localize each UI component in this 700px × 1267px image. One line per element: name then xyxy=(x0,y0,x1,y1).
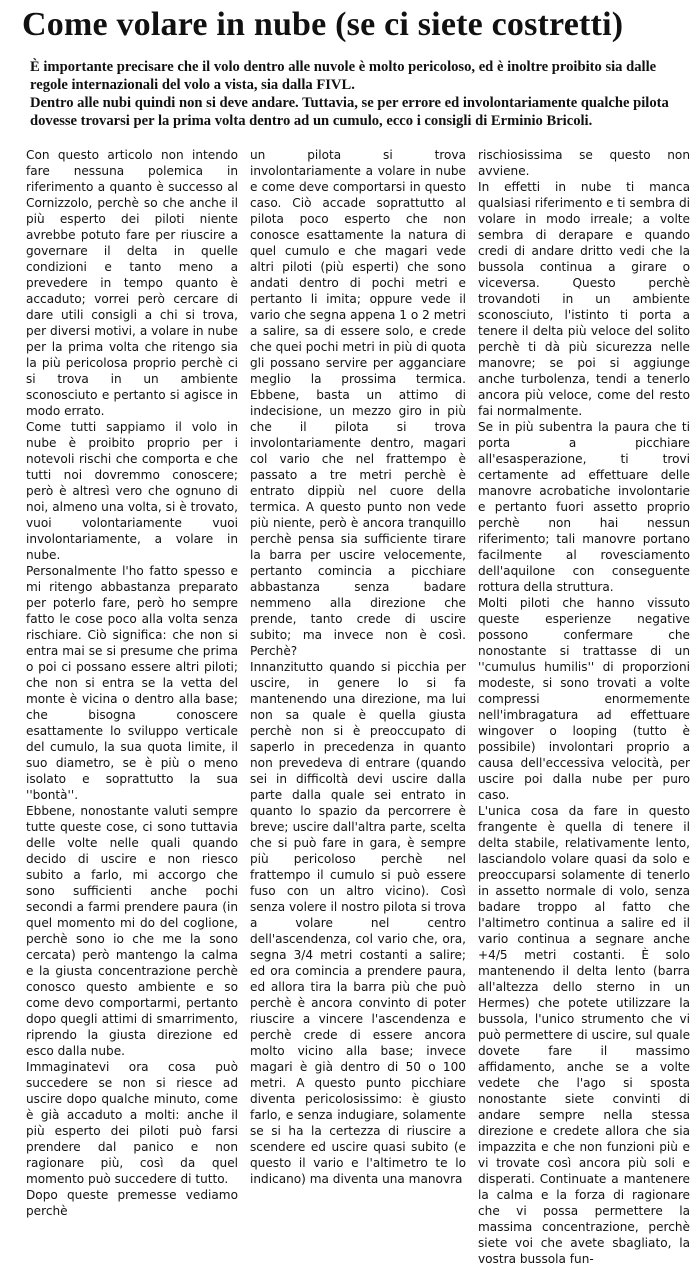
text-column-2 xyxy=(250,147,466,1186)
text-column-3 xyxy=(478,147,691,1266)
body-paragraph: Dopo queste premesse vediamo perchè xyxy=(26,1188,238,1218)
body-paragraph: Se in più subentra la paura che ti porta a picchiare all'esasperazione, ti trovi certamente ad effettuare delle manovre acrobatiche involontarie e pertanto fuori assetto proprio perchè non hai nessun riferimento; tali manovre portano facilmente al rovesciamento dell'aquilone con conseguente rottura della struttura. xyxy=(478,420,690,594)
lead-paragraph: È importante precisare che il volo dentro alle nuvole è molto pericoloso, ed è inoltre proibito sia dalle regole internazionali del volo a vista, sia dalla FIVL. xyxy=(30,59,657,93)
body-paragraph: In effetti in nube ti manca qualsiasi riferimento e ti sembra di volare in modo irreale; a volte sembra di derapare e quando credi di andare dritto vedi che la bussola continua a girare o viceversa. Questo perchè trovandoti in un ambiente sconosciuto, l'istinto ti porta a tenere il delta più veloce del solito perchè ti dà più sicurezza nelle manovre; se poi si aggiunge anche turbolenza, tendi a tenerlo ancora più veloce, come del resto fai normalmente. xyxy=(478,180,690,418)
body-paragraph: un pilota si trova involontariamente a volare in nube e come deve comportarsi in questo caso. Ciò accade soprattutto al pilota poco esperto che non conosce esattamente la natura di quel cumulo e che magari vede altri piloti (più esperti) che sono andati dentro di pochi metri e pertanto li imita; oppure vede il vario che segna appena 1 o 2 metri a salire, sa di essere solo, e crede che quei pochi metri in più di quota gli possano servire per agganciare meglio la prossima termica. Ebbene, basta un attimo di indecisione, un mezzo giro in più che il pilota si trova involontariamente dentro, magari col vario che nel frattempo è passato a tre metri perchè è entrato dippiù nel cuore della termica. A questo punto non vede più niente, però è ancora tranquillo perchè pensa sia sufficiente tirare la barra per uscire velocemente, pertanto comincia a picchiare abbastanza senza badare nemmeno alla direzione che prende, tanto crede di uscire subito; ma invece non è così. Perchè? xyxy=(250,148,466,658)
body-paragraph: rischiosissima se questo non avviene. xyxy=(478,148,690,178)
text-column-1 xyxy=(26,147,238,1218)
body-paragraph: Immaginatevi ora cosa può succedere se non si riesce ad uscire dopo qualche minuto, come è già accaduto a molti: anche il più esperto dei piloti può farsi prendere dal panico e non ragionare più, così da quel momento può succedere di tutto. xyxy=(26,1060,238,1186)
article-lead xyxy=(30,58,688,130)
body-paragraph: Personalmente l'ho fatto spesso e mi ritengo abbastanza preparato per poterlo fare, però ho sempre fatto le cose poco alla volta senza rischiare. Ciò significa: che non si entra mai se si presume che prima o poi ci possano essere altri piloti; che non si entra se la vetta del monte è vicina o dentro alla base; che bisogna conoscere esattamente lo sviluppo verticale del cumulo, la sua quota limite, il suo diametro, se è più o meno isolato e soprattutto la sua ''bontà''. xyxy=(26,564,238,802)
body-paragraph: L'unica cosa da fare in questo frangente è quella di tenere il delta stabile, relativamente lento, lasciandolo volare quasi da solo e preoccuparsi solamente di tenerlo in assetto normale di volo, senza badare troppo al fatto che l'altimetro continua a salire ed il vario continua a segnare anche +4/5 metri costanti. È solo mantenendo il delta lento (barra all'altezza dello sterno in un Hermes) che potete utilizzare la bussola, l'unico strumento che vi può permettere di uscire, sul quale dovete fare il massimo affidamento, anche se a volte vedete che l'ago si sposta nonostante siete convinti di andare sempre nella stessa direzione e credete allora che sia impazzita e che non funzioni più e vi trovate così ancora più soli e disperati. Continuate a mantenere la calma e la forza di ragionare che vi possa permettere la massima concentrazione, perchè siete voi che avete sbagliato, la vostra bussola fun- xyxy=(478,804,691,1266)
body-paragraph: Come tutti sappiamo il volo in nube è proibito proprio per i notevoli rischi che comporta e che tutti noi dovremmo conoscere; però è altresì vero che ognuno di noi, almeno una volta, si è trovato, vuoi volontariamente vuoi involontariamente, a volare in nube. xyxy=(26,420,238,562)
lead-paragraph: Dentro alle nubi quindi non si deve andare. Tuttavia, se per errore ed involontariamente qualche pilota dovesse trovarsi per la prima volta dentro ad un cumulo, ecco i consigli di Erminio Bricoli. xyxy=(30,95,669,129)
body-paragraph: Molti piloti che hanno vissuto queste esperienze negative possono confermare che nonostante si trattasse di un ''cumulus humilis'' di proporzioni modeste, si sono trovati a volte compressi enormemente nell'imbragatura ad effettuare wingover o looping (tutto è possibile) involontari proprio a causa dell'eccessiva velocità, per uscire poi dalla nube per puro caso. xyxy=(478,596,690,802)
article-body xyxy=(26,147,691,1266)
body-paragraph: Con questo articolo non intendo fare nessuna polemica in riferimento a quanto è successo al Cornizzolo, perchè so che anche il più esperto dei piloti niente avrebbe potuto fare per riuscire a governare il delta in quelle condizioni e tanto meno a prevedere in tempo quanto è accaduto; vorrei però cercare di dare utili consigli a chi si trova, per diversi motivi, a volare in nube per la prima volta che ritengo sia la più pericolosa proprio perchè ci si trova in un ambiente sconosciuto e pertanto si agisce in modo errato. xyxy=(26,148,238,418)
article-title: Come volare in nube (se ci siete costretti) xyxy=(22,6,624,43)
body-paragraph: Innanzitutto quando si picchia per uscire, in genere lo si fa mantenendo una direzione, ma lui non sa quale è quella giusta perchè non si è preoccupato di saperlo in precedenza in quanto non prevedeva di entrare (quando sei in difficoltà devi uscire dalla parte dalla quale sei entrato in quanto lo spazio da percorrere è breve; uscire dall'altra parte, scelta che si può fare in gara, è sempre più pericoloso perchè nel frattempo il cumulo si può essere fuso con un altro vicino). Così senza volere il nostro pilota si trova a volare nel centro dell'ascendenza, col vario che, ora, segna 3/4 metri costanti a salire; ed ora comincia a prendere paura, ed allora tira la barra più che può perchè è ancora convinto di poter riuscire a vincere l'ascendenza e perchè crede di essere ancora molto vicino alla base; invece magari è già dentro di 50 o 100 metri. A questo punto picchiare diventa pericolosissimo: è giusto farlo, e senza indugiare, solamente se si ha la certezza di riuscire a scendere ed uscire quasi subito (e questo il vario e l'altimetro te lo indicano) ma diventa una manovra xyxy=(250,660,466,1186)
body-paragraph: Ebbene, nonostante valuti sempre tutte queste cose, ci sono tuttavia delle volte nelle quali quando decido di uscire e non riesco subito a farlo, mi accorgo che sono sufficienti anche pochi secondi a farmi prendere paura (in quel momento mi do del coglione, perchè sono io che me la sono cercata) però mantengo la calma e la giusta concentrazione perchè conosco questo ambiente e so come devo comportarmi, pertanto dopo quegli attimi di smarrimento, riprendo la giusta direzione ed esco dalla nube. xyxy=(26,804,238,1058)
